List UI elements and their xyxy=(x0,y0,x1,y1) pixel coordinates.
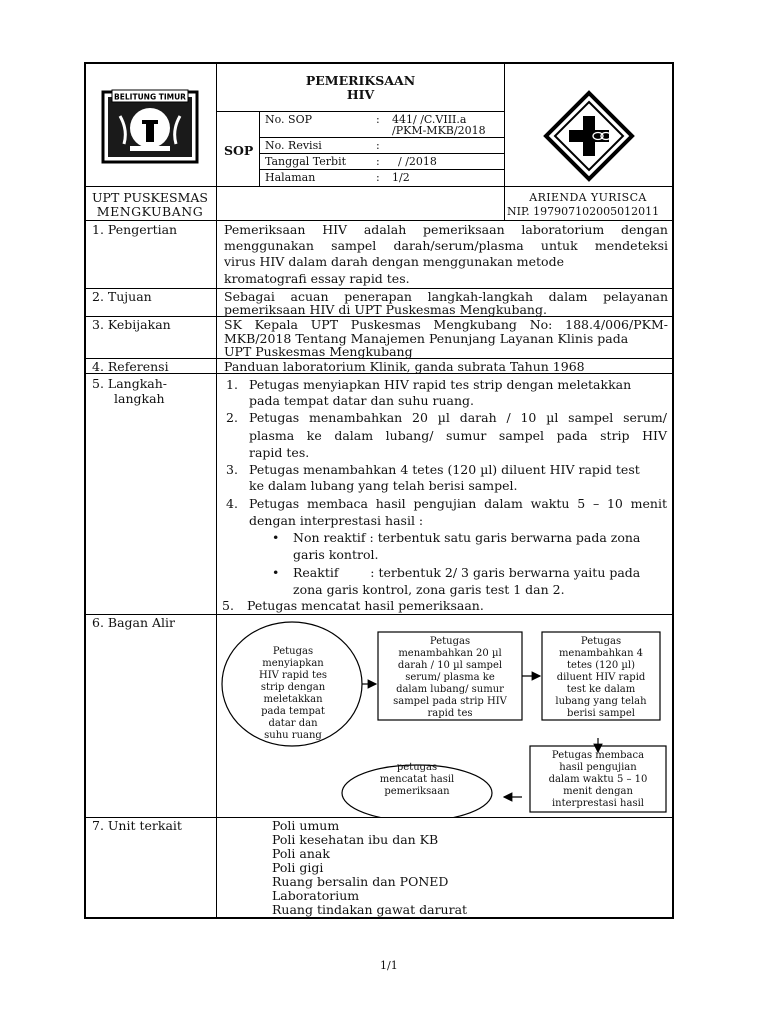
label-unit-terkait: 7. Unit terkait xyxy=(92,818,182,833)
field-no-sop-colon: : xyxy=(376,113,380,126)
title-line-2: HIV xyxy=(346,87,375,102)
unit-item-6: Laboratorium xyxy=(272,888,360,903)
field-no-sop-value-2: /PKM-MKB/2018 xyxy=(392,124,486,137)
bullet-dot-1: • xyxy=(272,530,280,545)
step-2-number: 2. xyxy=(226,410,238,425)
border-top xyxy=(84,62,674,64)
field-tanggal-value: / /2018 xyxy=(398,155,437,168)
label-bagan-alir: 6. Bagan Alir xyxy=(92,615,176,630)
field-no-sop-value-1: 441/ /C.VIII.a xyxy=(392,113,467,126)
step-3-line-1: Petugas menambahkan 4 tetes (120 µl) diluent HIV rapid test xyxy=(249,462,640,477)
field-no-revisi-label: No. Revisi xyxy=(265,139,322,152)
flow-node-2-text: Petugas menambahkan 20 µl darah / 10 µl sampel serum/ plasma ke dalam lubang/ sumur sampel pada strip HIV rapid tes xyxy=(393,636,507,719)
page-number: 1/1 xyxy=(380,959,398,972)
row-sep-org xyxy=(84,220,674,221)
unit-item-5: Ruang bersalin dan PONED xyxy=(272,874,449,889)
label-tujuan: 2. Tujuan xyxy=(92,289,152,304)
step-4-line-1: Petugas membaca hasil pengujian dalam waktu 5 – 10 menit xyxy=(249,496,667,511)
unit-item-1: Poli umum xyxy=(272,818,340,833)
label-langkah-1: 5. Langkah- xyxy=(92,376,168,391)
flow-node-5-text: petugas mencatat hasil pemeriksaan xyxy=(379,762,455,797)
pengertian-line-2: menggunakan sampel darah/serum/plasma untuk mendeteksi xyxy=(224,238,668,253)
field-no-sop-label: No. SOP xyxy=(265,113,313,126)
flow-node-4-text: Petugas membaca hasil pengujian dalam waktu 5 – 10 menit dengan interprestasi hasil xyxy=(548,750,648,809)
step-3-line-2: ke dalam lubang yang telah berisi sampel. xyxy=(249,478,518,493)
step-4-line-2: dengan interprestasi hasil : xyxy=(249,513,424,528)
emblem-text: BELITUNG TIMUR xyxy=(114,92,186,102)
tujuan-line-2: pemeriksaan HIV di UPT Puskesmas Mengkubang. xyxy=(224,302,547,317)
flow-node-1-text: Petugas menyiapkan HIV rapid tes strip dengan meletakkan pada tempat datar dan suhu ruang xyxy=(258,646,328,741)
signer-name: ARIENDA YURISCA xyxy=(529,191,647,204)
bullet-dot-2: • xyxy=(272,565,280,580)
sop-label: SOP xyxy=(224,143,254,158)
signer-nip: NIP. 197907102005012011 xyxy=(507,205,660,218)
field-no-revisi-colon: : xyxy=(376,139,380,152)
step-1-line-1: Petugas menyiapkan HIV rapid tes strip dengan meletakkan xyxy=(249,377,632,392)
label-pengertian: 1. Pengertian xyxy=(92,222,178,237)
step-3-number: 3. xyxy=(226,462,238,477)
field-line-3 xyxy=(259,169,505,170)
title-underline xyxy=(216,111,505,112)
field-halaman-value: 1/2 xyxy=(392,171,410,184)
unit-item-4: Poli gigi xyxy=(272,860,324,875)
field-halaman-label: Halaman xyxy=(265,171,316,184)
border-bottom xyxy=(84,917,674,919)
border-right xyxy=(672,62,674,918)
district-emblem-logo xyxy=(100,86,200,170)
step-2-line-1: Petugas menambahkan 20 µl darah / 10 µl sampel serum/ xyxy=(249,410,667,425)
pengertian-line-4: kromatografi essay rapid tes. xyxy=(224,271,410,286)
step-1-line-2: pada tempat datar dan suhu ruang. xyxy=(249,393,475,408)
kebijakan-line-3: UPT Puskesmas Mengkubang xyxy=(224,344,413,359)
kebijakan-line-2: MKB/2018 Tentang Manajemen Penunjang Layanan Klinis pada xyxy=(224,331,629,346)
step-4-number: 4. xyxy=(226,496,238,511)
step-2-line-2: plasma ke dalam lubang/ sumur sampel pada strip HIV xyxy=(249,428,667,443)
bullet-2-line-2: zona garis kontrol, zona garis test 1 dan 2. xyxy=(293,582,565,597)
field-line-1 xyxy=(259,137,505,138)
pengertian-line-1: Pemeriksaan HIV adalah pemeriksaan laboratorium dengan xyxy=(224,222,668,237)
pengertian-line-3: virus HIV dalam darah dengan menggunakan metode xyxy=(224,254,564,269)
step-5-text: Petugas mencatat hasil pemeriksaan. xyxy=(247,598,484,613)
field-tanggal-colon: : xyxy=(376,155,380,168)
bullet-1-line-2: garis kontrol. xyxy=(293,547,379,562)
bullet-2-line-1: Reaktif : terbentuk 2/ 3 garis berwarna yaitu pada xyxy=(293,565,641,580)
label-kebijakan: 3. Kebijakan xyxy=(92,317,171,332)
label-referensi: 4. Referensi xyxy=(92,359,169,374)
header-bottom xyxy=(84,186,674,187)
flow-node-3-text: Petugas menambahkan 4 tetes (120 µl) diluent HIV rapid test ke dalam lubang yang telah berisi sampel xyxy=(555,636,647,719)
tujuan-line-1: Sebagai acuan penerapan langkah-langkah dalam pelayanan xyxy=(224,289,668,304)
sop-divider xyxy=(259,111,260,186)
kebijakan-line-1: SK Kepala UPT Puskesmas Mengkubang No: 188.4/006/PKM- xyxy=(224,317,668,332)
health-cross-logo xyxy=(543,90,635,182)
field-line-2 xyxy=(259,153,505,154)
field-tanggal-label: Tanggal Terbit xyxy=(265,155,347,168)
unit-item-7: Ruang tindakan gawat darurat xyxy=(272,902,468,917)
field-halaman-colon: : xyxy=(376,171,380,184)
bullet-1-line-1: Non reaktif : terbentuk satu garis berwarna pada zona xyxy=(293,530,641,545)
step-2-line-3: rapid tes. xyxy=(249,445,310,460)
unit-item-3: Poli anak xyxy=(272,846,330,861)
referensi-text: Panduan laboratorium Klinik, ganda subrata Tahun 1968 xyxy=(224,359,585,374)
unit-item-2: Poli kesehatan ibu dan KB xyxy=(272,832,439,847)
step-5-number: 5. xyxy=(222,598,234,613)
label-langkah-2: langkah xyxy=(114,391,165,406)
org-name-line-2: MENGKUBANG xyxy=(96,204,204,219)
title-line-1: PEMERIKSAAN xyxy=(305,73,416,88)
org-name-line-1: UPT PUSKESMAS xyxy=(92,190,208,205)
step-1-number: 1. xyxy=(226,377,238,392)
